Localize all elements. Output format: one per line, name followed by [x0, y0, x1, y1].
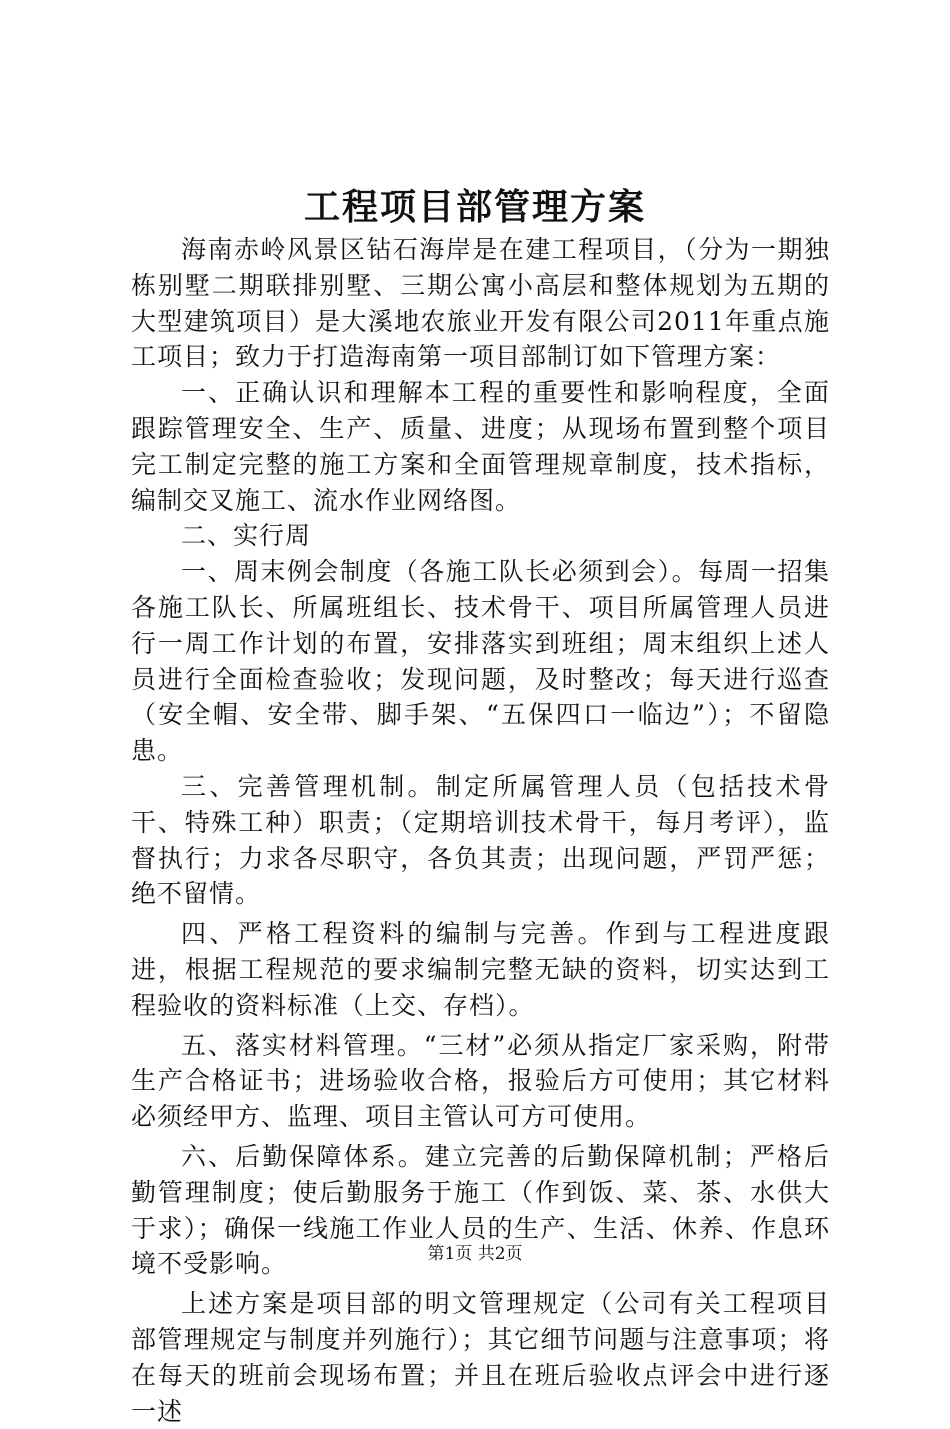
- page-footer: 第1页 共2页: [427, 1244, 523, 1264]
- paragraph-item-6: 六、后勤保障体系。建立完善的后勤保障机制；严格后勤管理制度；使后勤服务于施工（作到饭、菜、茶、水供大于求）；确保一线施工作业人员的生产、生活、休养、作息环境不受影响。: [131, 1141, 830, 1279]
- document-title: 工程项目部管理方案: [303, 186, 646, 228]
- paragraph-item-4: 四、严格工程资料的编制与完善。作到与工程进度跟进，根据工程规范的要求编制完整无缺的资料，切实达到工程验收的资料标准（上交、存档）。: [131, 919, 830, 1020]
- paragraph-item-1: 一、正确认识和理解本工程的重要性和影响程度，全面跟踪管理安全、生产、质量、进度；从现场布置到整个项目完工制定完整的施工方案和全面管理规章制度，技术指标，编制交叉施工、流水作业网络图。: [131, 378, 830, 515]
- paragraph-intro: 海南赤岭风景区钻石海岸是在建工程项目，（分为一期独栋别墅二期联排别墅、三期公寓小高层和整体规划为五期的大型建筑项目）是大溪地农旅业开发有限公司2011年重点施工项目；致力于打造海南第一项目部制订如下管理方案：: [131, 235, 830, 372]
- paragraph-summary: 上述方案是项目部的明文管理规定（公司有关工程项目部管理规定与制度并列施行）；其它细节问题与注意事项；将在每天的班前会现场布置；并且在班后验收点评会中进行逐一述: [131, 1289, 830, 1426]
- paragraph-item-3: 三、完善管理机制。制定所属管理人员（包括技术骨干、特殊工种）职责；（定期培训技术骨干，每月考评），监督执行；力求各尽职守，各负其责；出现问题，严罚严惩；绝不留情。: [131, 771, 830, 909]
- paragraph-weekly-meeting: 一、周末例会制度（各施工队长必须到会）。每周一招集各施工队长、所属班组长、技术骨干、项目所属管理人员进行一周工作计划的布置，安排落实到班组；周末组织上述人员进行全面检查验收；发现问题，及时整改；每天进行巡查（安全帽、安全带、脚手架、“五保四口一临边”）；不留隐患。: [131, 557, 830, 766]
- paragraph-item-2: 二、实行周: [181, 521, 312, 551]
- paragraph-item-5: 五、落实材料管理。“三材”必须从指定厂家采购，附带生产合格证书；进场验收合格，报验后方可使用；其它材料必须经甲方、监理、项目主管认可方可使用。: [131, 1030, 830, 1132]
